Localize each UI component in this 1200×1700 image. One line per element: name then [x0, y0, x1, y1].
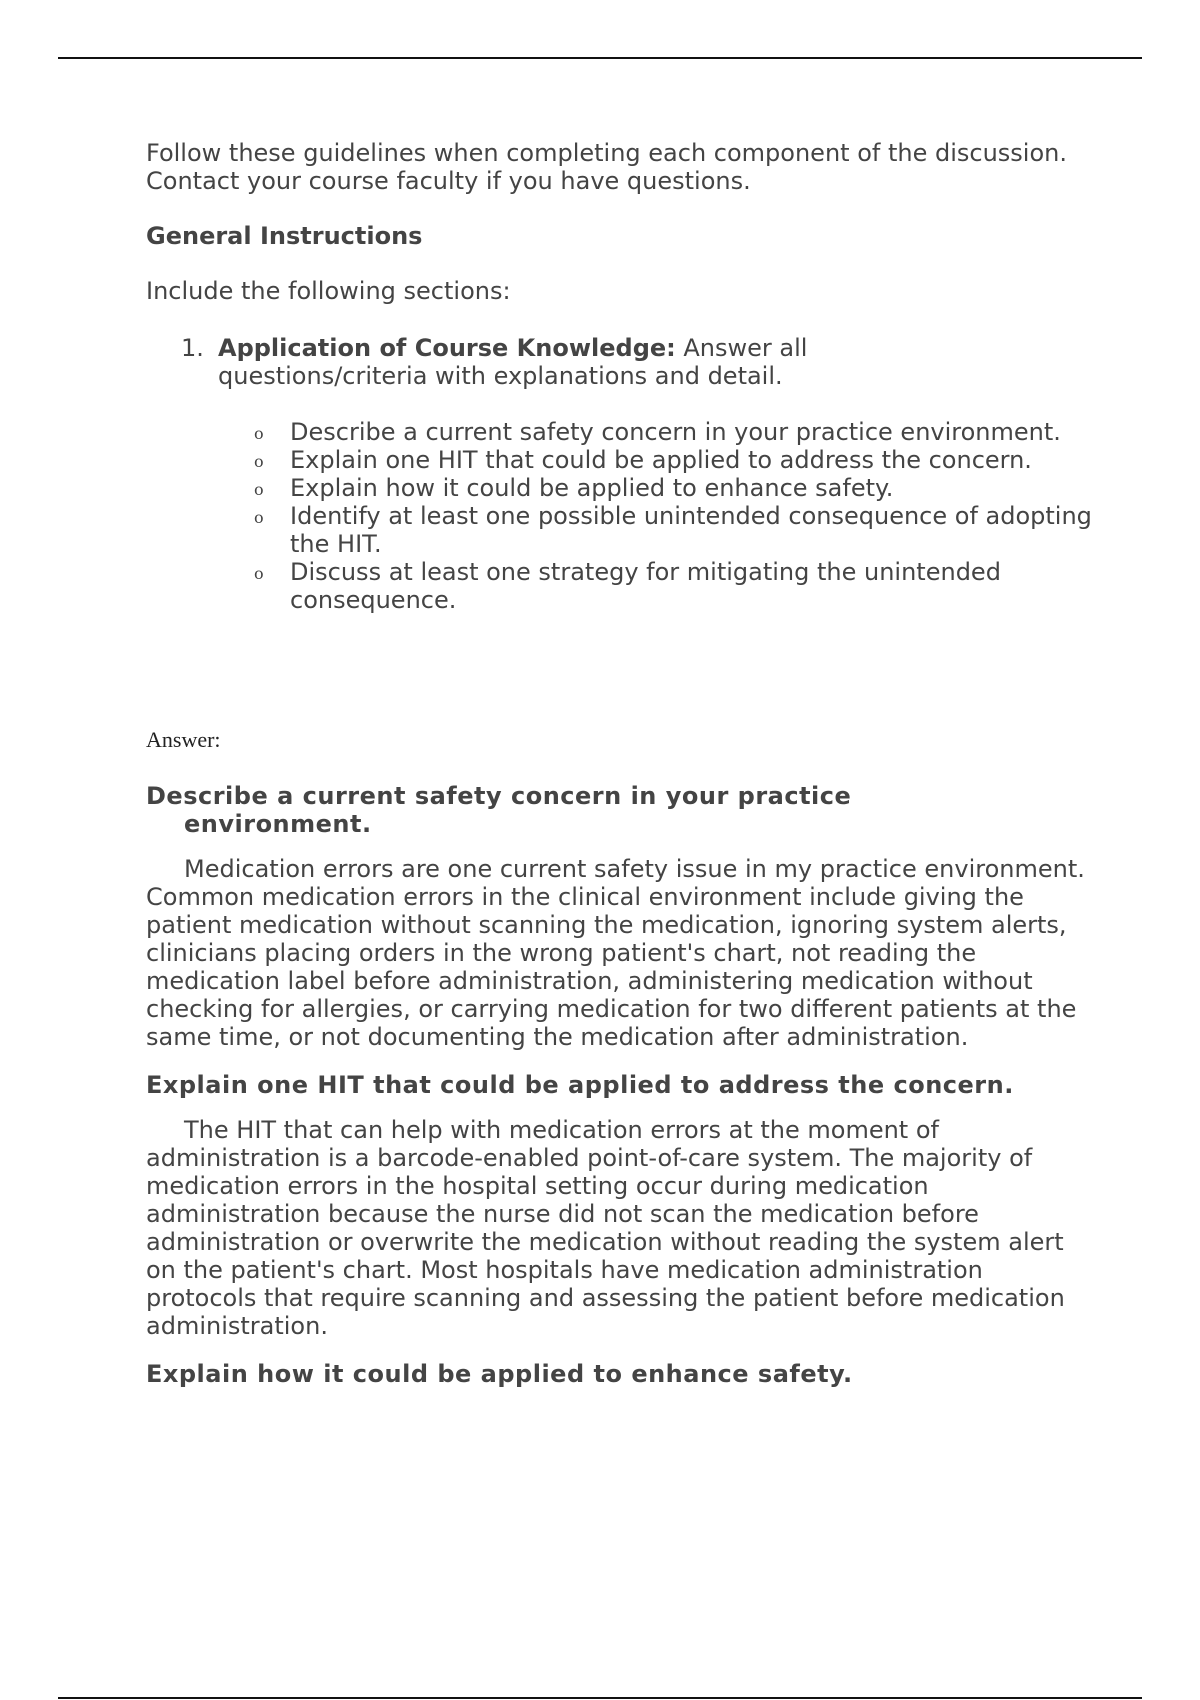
section-heading-enhance-safety: Explain how it could be applied to enhance safety. — [146, 1360, 853, 1388]
section-body-safety-concern: Medication errors are one current safety issue in my practice environment. Common medication errors in the clinical environment include giving the patient medication without scanning the medication, ignoring system alerts, clinicians placing orders in the wrong patient's chart, not reading the medication label before administration, administering medication without checking for allergies, or carrying medication for two different patients at the same time, or not documenting the medication after administration. — [146, 855, 1085, 1051]
document-content — [146, 139, 1096, 1405]
section-heading-safety-concern: Describe a current safety concern in your practice environment. — [146, 782, 852, 838]
list-item: o Explain one HIT that could be applied to address the concern. — [254, 446, 1032, 474]
numbered-item-label: Application of Course Knowledge: — [218, 334, 676, 362]
answer-label: Answer: — [146, 727, 221, 752]
bullet-icon: o — [254, 424, 264, 443]
section-body-hit: The HIT that can help with medication errors at the moment of administration is a barcode-enabled point-of-care system. The majority of medication errors in the hospital setting occur during medication administration because the nurse did not scan the medication before administration or overwrite the medication without reading the system alert on the patient's chart. Most hospitals have medication administration protocols that require scanning and assessing the patient before medication administration. — [146, 1116, 1065, 1340]
section-heading-hit: Explain one HIT that could be applied to address the concern. — [146, 1071, 1014, 1099]
general-instructions-heading: General Instructions — [146, 222, 423, 250]
list-item: o Identify at least one possible unintended consequence of adopting the HIT. — [254, 502, 1092, 558]
list-item: o Explain how it could be applied to enhance safety. — [254, 474, 894, 502]
numbered-item-application — [146, 334, 818, 390]
bottom-rule — [58, 1697, 1142, 1699]
list-item: o Describe a current safety concern in your practice environment. — [254, 418, 1061, 446]
bullet-icon: o — [254, 480, 264, 499]
include-sections-text: Include the following sections: — [146, 277, 511, 305]
bullet-icon: o — [254, 564, 264, 583]
list-item: o Discuss at least one strategy for mitigating the unintended consequence. — [254, 558, 1001, 614]
list-number: 1. — [181, 334, 204, 362]
top-rule — [58, 57, 1142, 59]
criteria-list — [146, 418, 1096, 614]
numbered-item-text: Answer all questions/criteria with explanations and detail. — [218, 334, 808, 390]
bullet-icon: o — [254, 508, 264, 527]
intro-paragraph: Follow these guidelines when completing each component of the discussion. Contact your course faculty if you have questions. — [146, 139, 1067, 195]
bullet-icon: o — [254, 452, 264, 471]
